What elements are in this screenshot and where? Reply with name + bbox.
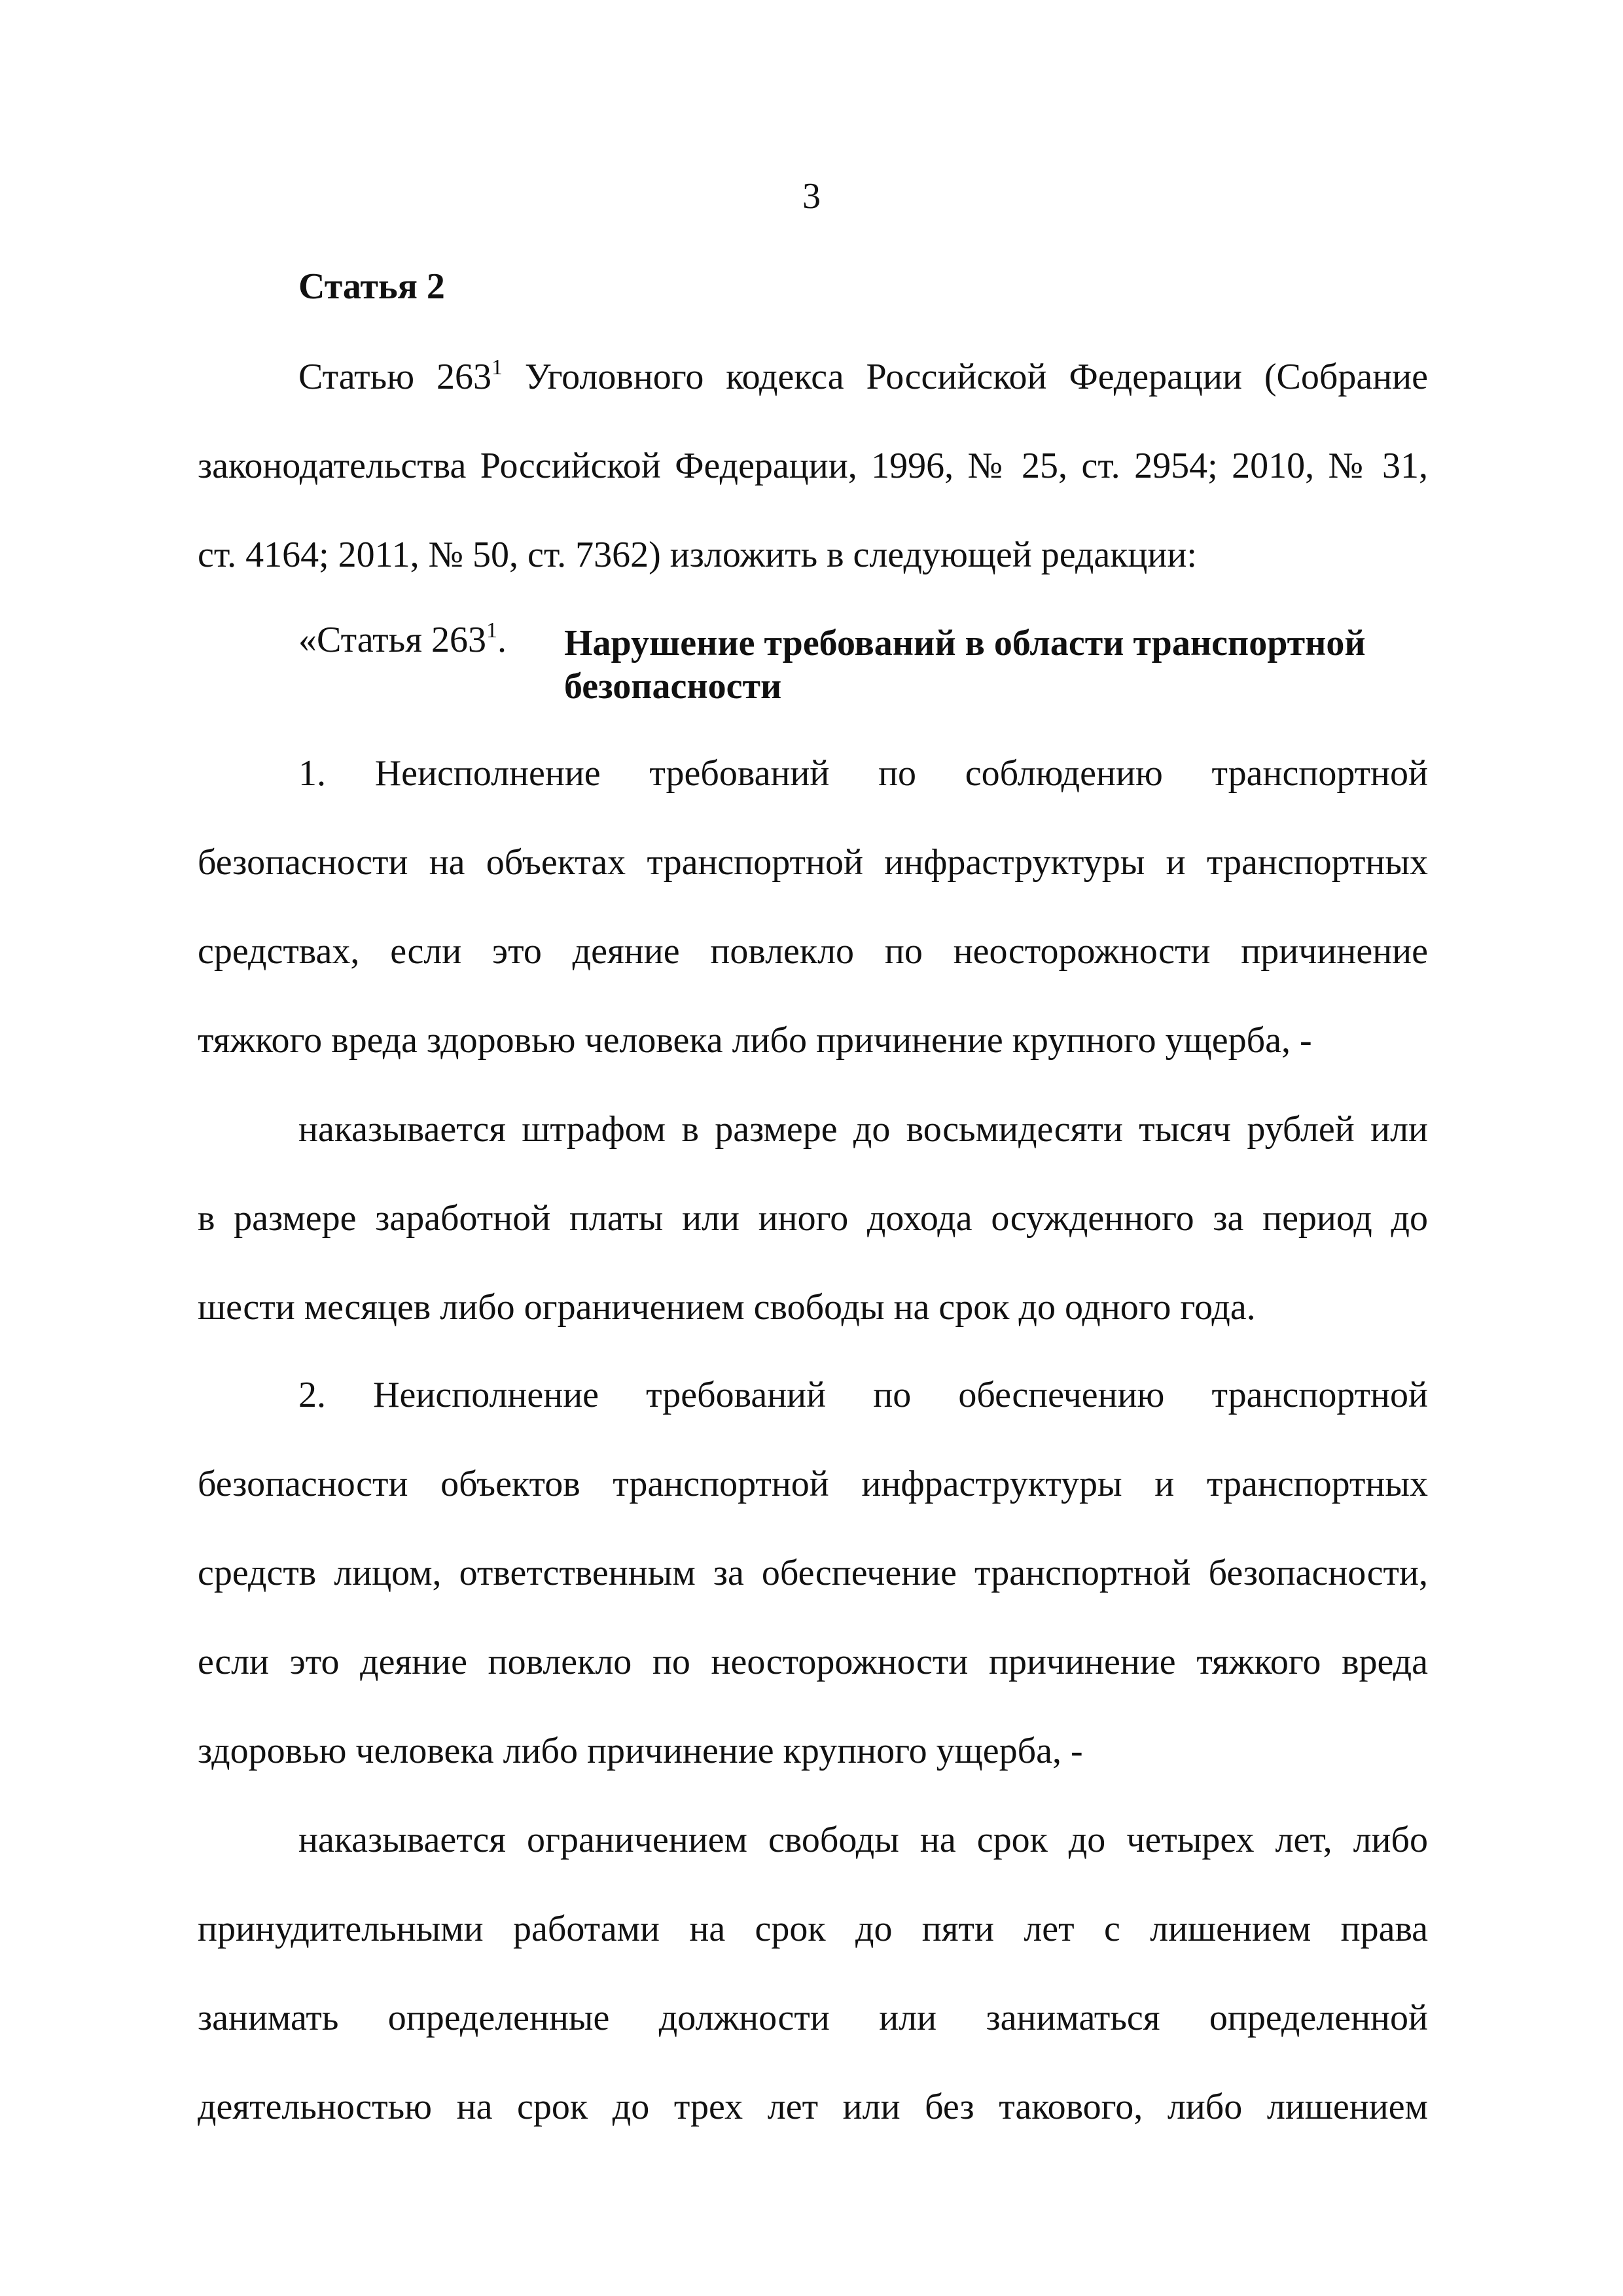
page-number: 3 (802, 176, 821, 217)
article-heading: Статья 2 (298, 266, 445, 307)
intro-line-3: ст. 4164; 2011, № 50, ст. 7362) изложить в следующей редакции: (198, 535, 1197, 575)
intro-line-2: законодательства Российской Федерации, 1996, № 25, ст. 2954; 2010, № 31, (198, 446, 1428, 486)
part1-penalty-line-1: наказывается штрафом в размере до восьмидесяти тысяч рублей или (298, 1109, 1428, 1150)
part1-line-4: тяжкого вреда здоровью человека либо причинение крупного ущерба, - (198, 1020, 1312, 1061)
intro-line-1-start: Статью 263 (298, 357, 491, 397)
intro-line-1-superscript: 1 (491, 355, 503, 380)
new-article-label-superscript: 1 (486, 618, 497, 643)
new-article-label-start: «Статья 263 (298, 620, 486, 660)
part2-penalty-line-1: наказывается ограничением свободы на срок до четырех лет, либо (298, 1820, 1428, 1860)
part2-penalty-line-4: деятельностью на срок до трех лет или без такового, либо лишением (198, 2087, 1428, 2127)
part1-line-3: средствах, если это деяние повлекло по неосторожности причинение (198, 931, 1428, 972)
intro-line-1-end: Уголовного кодекса Российской Федерации (Собрание (502, 357, 1428, 397)
part2-line-4: если это деяние повлекло по неосторожности причинение тяжкого вреда (198, 1642, 1428, 1682)
new-article-title: Нарушение требований в области транспортной безопасности (564, 623, 1366, 707)
new-article-label-end: . (497, 620, 507, 660)
part2-penalty-line-2: принудительными работами на срок до пяти лет с лишением права (198, 1909, 1428, 1949)
part1-line-1: 1. Неисполнение требований по соблюдению транспортной (298, 753, 1428, 794)
part2-line-3: средств лицом, ответственным за обеспечение транспортной безопасности, (198, 1553, 1428, 1593)
part2-penalty-line-3: занимать определенные должности или заниматься определенной (198, 1998, 1428, 2038)
intro-line-1 (298, 355, 1428, 397)
part1-penalty-line-3: шести месяцев либо ограничением свободы на срок до одного года. (198, 1287, 1256, 1328)
part2-line-1: 2. Неисполнение требований по обеспечению транспортной (298, 1375, 1428, 1415)
new-article-label (298, 618, 507, 660)
part2-line-2: безопасности объектов транспортной инфраструктуры и транспортных (198, 1464, 1428, 1504)
part2-line-5: здоровью человека либо причинение крупного ущерба, - (198, 1731, 1083, 1771)
part1-penalty-line-2: в размере заработной платы или иного дохода осужденного за период до (198, 1198, 1428, 1239)
part1-line-2: безопасности на объектах транспортной инфраструктуры и транспортных (198, 842, 1428, 883)
